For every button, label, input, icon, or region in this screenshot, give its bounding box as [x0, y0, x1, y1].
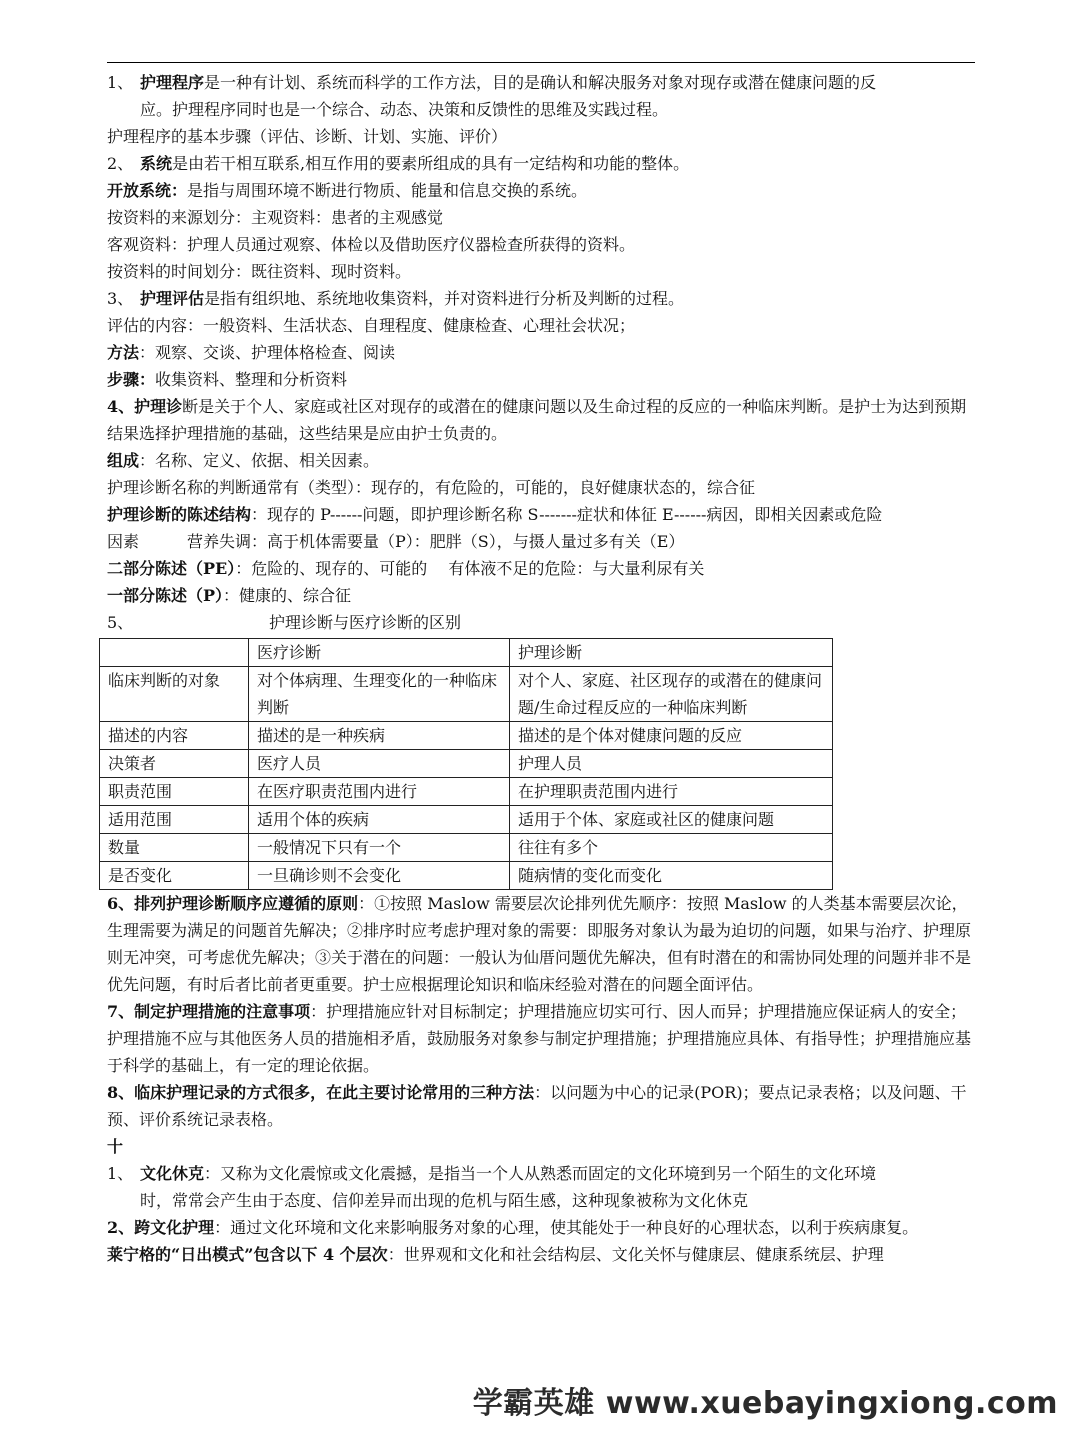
- method-label: 方法: [107, 343, 140, 362]
- table-cell: 决策者: [100, 750, 249, 778]
- structure-cont: 因素 营养失调：高于机体需要量（P）：肥胖（S），与摄人量过多有关（E）: [107, 532, 685, 551]
- table-row: [100, 834, 833, 862]
- pe-line: [107, 555, 975, 582]
- table-row: [100, 862, 833, 890]
- table-row: [100, 806, 833, 834]
- table-cell: 职责范围: [100, 778, 249, 806]
- table-cell: 是否变化: [100, 862, 249, 890]
- s3-num: 3、: [107, 289, 134, 308]
- method-text: ：观察、交谈、护理体格检查、阅读: [139, 343, 396, 362]
- diagnosis-types: 护理诊断名称的判断通常有（类型）：现存的，有危险的，可能的，良好健康状态的，综合征: [107, 478, 756, 497]
- document-page: [107, 62, 975, 1268]
- chapter-heading: [107, 1133, 975, 1160]
- s5-title: 护理诊断与医疗诊断的区别: [269, 613, 462, 632]
- table-header-cell: [100, 639, 249, 667]
- table-cell: 适用于个体、家庭或社区的健康问题: [510, 806, 833, 834]
- composition-label: 组成: [107, 451, 140, 470]
- ten-item-1-num: 1、: [107, 1164, 134, 1183]
- s1-line: [107, 69, 975, 96]
- s4-paragraph: [107, 393, 975, 447]
- footer-watermark: 学霸英雄 www.xuebayingxiong.com: [472, 1386, 1058, 1421]
- chapter-heading-text: 十: [107, 1137, 124, 1156]
- table-cell: 在护理职责范围内进行: [510, 778, 833, 806]
- data-source-line: 按资料的来源划分：主观资料：患者的主观感觉: [107, 208, 444, 227]
- s2-num: 2、: [107, 154, 134, 173]
- table-cell: 对个体病理、生理变化的一种临床判断: [249, 667, 510, 722]
- table-header-cell: 护理诊断: [510, 639, 833, 667]
- table-cell: 描述的内容: [100, 722, 249, 750]
- table-header-cell: 医疗诊断: [249, 639, 510, 667]
- s4-def: 断是关于个人、家庭或社区对现存的或潜在的健康问题以及生命过程的反应的一种临床判断。是护士为达到预期结果选择护理措施的基础，这些结果是应由护士负责的。: [107, 397, 967, 443]
- s3-line: [107, 285, 975, 312]
- s6-text: ：①按照 Maslow 需要层次论排列优先顺序：按照 Maslow 的人类基本需要层次论，生理需要为满足的问题首先解决；②排序时应考虑护理对象的需要：即服务对象认为最为迫切的问题，如果与治疗、护理原则无冲突，可考虑优先解决；③关于潜在的问题：一般认为仙厝问题优先解决，但有时潜在的和需协同处理的问题并非不是优先问题，有时后者比前者更重要。护士应根据理论知识和临床经验对潜在的问题全面评估。: [107, 894, 972, 994]
- p-text: ：健康的、综合征: [223, 586, 352, 605]
- s1-def-cont: 应。护理程序同时也是一个综合、动态、决策和反馈性的思维及实践过程。: [140, 100, 669, 119]
- table-header-row: [100, 639, 833, 667]
- data-time-line: 按资料的时间划分：既往资料、现时资料。: [107, 262, 412, 281]
- sunrise-model-line: [107, 1241, 975, 1268]
- s3-term: 护理评估: [140, 289, 205, 308]
- assessment-content: 评估的内容：一般资料、生活状态、自理程度、健康检查、心理社会状况；: [107, 316, 636, 335]
- ten-item-1: [107, 1160, 975, 1187]
- table-cell: 描述的是个体对健康问题的反应: [510, 722, 833, 750]
- table-cell: 一旦确诊则不会变化: [249, 862, 510, 890]
- s1-num: 1、: [107, 73, 134, 92]
- objective-data-line: 客观资料：护理人员通过观察、体检以及借助医疗仪器检查所获得的资料。: [107, 235, 636, 254]
- structure-label: 护理诊断的陈述结构: [107, 505, 252, 524]
- s7-label: 7、制定护理措施的注意事项: [107, 1002, 311, 1021]
- pe-text: ：危险的、现存的、可能的 有体液不足的危险：与大量利尿有关: [235, 559, 705, 578]
- composition-line: [107, 447, 975, 474]
- table-cell: 往往有多个: [510, 834, 833, 862]
- table-cell: 适用范围: [100, 806, 249, 834]
- table-row: [100, 778, 833, 806]
- top-rule: [107, 62, 975, 63]
- table-cell: 随病情的变化而变化: [510, 862, 833, 890]
- steps-label: 步骤：: [107, 370, 156, 389]
- s1-def: 是一种有计划、系统而科学的工作方法，目的是确认和解决服务对象对现存或潜在健康问题的反: [204, 73, 877, 92]
- s5-num: 5、: [107, 613, 134, 632]
- comparison-table: [99, 638, 833, 890]
- ten-item-1-term: 文化休克: [140, 1164, 205, 1183]
- table-cell: 临床判断的对象: [100, 667, 249, 722]
- table-row: [100, 667, 833, 722]
- s2-def: 是由若干相互联系,相互作用的要素所组成的具有一定结构和功能的整体。: [172, 154, 690, 173]
- ten-item-1-cont: 时，常常会产生由于态度、信仰差异而出现的危机与陌生感，这种现象被称为文化休克: [140, 1191, 749, 1210]
- table-cell: 在医疗职责范围内进行: [249, 778, 510, 806]
- ten-item-1-def: ：又称为文化震惊或文化震撼，是指当一个人从熟悉而固定的文化环境到另一个陌生的文化环境: [204, 1164, 877, 1183]
- ten-item-2: [107, 1214, 975, 1241]
- s4-term: 4、护理诊: [107, 397, 183, 416]
- composition-text: ：名称、定义、依据、相关因素。: [139, 451, 380, 470]
- table-cell: 护理人员: [510, 750, 833, 778]
- s5-title-line: [107, 609, 975, 636]
- sunrise-model-text: ：世界观和文化和社会结构层、文化关怀与健康层、健康系统层、护理: [387, 1245, 884, 1264]
- table-cell: 医疗人员: [249, 750, 510, 778]
- method-line: [107, 339, 975, 366]
- s1-steps: 护理程序的基本步骤（评估、诊断、计划、实施、评价）: [107, 127, 508, 146]
- table-cell: 对个人、家庭、社区现存的或潜在的健康问题/生命过程反应的一种临床判断: [510, 667, 833, 722]
- pe-label: 二部分陈述（PE）: [107, 559, 236, 578]
- p-line: [107, 582, 975, 609]
- s3-def: 是指有组织地、系统地收集资料，并对资料进行分析及判断的过程。: [204, 289, 685, 308]
- ten-item-2-text: ：通过文化环境和文化来影响服务对象的心理，使其能处于一种良好的心理状态，以利于疾病康复。: [214, 1218, 919, 1237]
- open-system-term: 开放系统：: [107, 181, 188, 200]
- structure-line: [107, 501, 975, 528]
- s6-label: 6、排列护理诊断顺序应遵循的原则: [107, 894, 359, 913]
- structure-text: ：现存的 P------问题，即护理诊断名称 S-------症状和体征 E------病因，即相关因素或危险: [251, 505, 883, 524]
- s8-paragraph: [107, 1079, 975, 1133]
- s2-term: 系统: [140, 154, 173, 173]
- table-cell: 描述的是一种疾病: [249, 722, 510, 750]
- table-row: [100, 750, 833, 778]
- ten-item-2-label: 2、跨文化护理: [107, 1218, 215, 1237]
- open-system-line: [107, 177, 975, 204]
- s7-text: ：护理措施应针对目标制定；护理措施应切实可行、因人而异；护理措施应保证病人的安全；护理措施不应与其他医务人员的措施相矛盾，鼓励服务对象参与制定护理措施；护理措施应具体、有指导性；护理措施应基于科学的基础上，有一定的理论依据。: [107, 1002, 972, 1075]
- steps-text: 收集资料、整理和分析资料: [155, 370, 348, 389]
- s6-paragraph: [107, 890, 975, 998]
- table-cell: 一般情况下只有一个: [249, 834, 510, 862]
- s2-line: [107, 150, 975, 177]
- steps-line: [107, 366, 975, 393]
- s8-label: 8、临床护理记录的方式很多，在此主要讨论常用的三种方法: [107, 1083, 535, 1102]
- table-cell: 适用个体的疾病: [249, 806, 510, 834]
- s1-term: 护理程序: [140, 73, 205, 92]
- table-row: [100, 722, 833, 750]
- s7-paragraph: [107, 998, 975, 1079]
- open-system-def: 是指与周围环境不断进行物质、能量和信息交换的系统。: [187, 181, 588, 200]
- sunrise-model-label: 莱宁格的“日出模式”包含以下 4 个层次: [107, 1245, 388, 1264]
- s8-text: ：以问题为中心的记录(POR)；要点记录表格；以及问题、干预、评价系统记录表格。: [107, 1083, 967, 1129]
- table-cell: 数量: [100, 834, 249, 862]
- p-label: 一部分陈述（P）: [107, 586, 224, 605]
